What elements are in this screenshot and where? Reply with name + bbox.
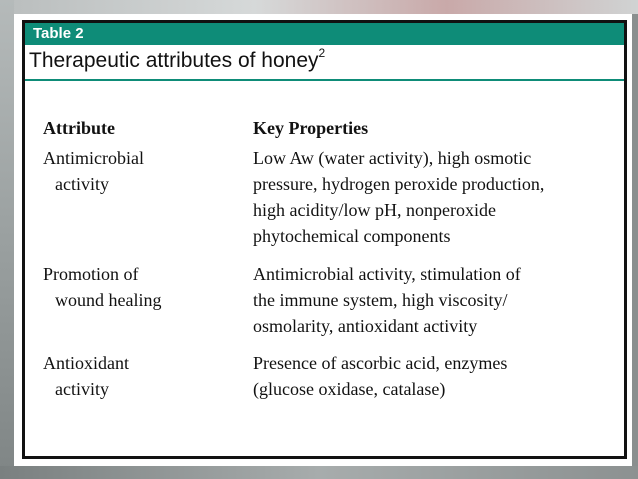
row-3-attribute-line-1: Antioxidant <box>43 353 129 373</box>
table-title-superscript: 2 <box>318 46 326 60</box>
background-top-strip <box>0 0 638 14</box>
header-key-properties: Key Properties <box>253 118 369 138</box>
row-1-property-line-2: pressure, hydrogen peroxide production, <box>253 174 545 194</box>
row-3-properties <box>253 350 623 402</box>
row-1-attribute <box>43 145 243 197</box>
table-label: Table 2 <box>25 23 624 45</box>
table-title-text: Therapeutic attributes of honey <box>29 49 319 72</box>
background-bottom-strip <box>0 466 638 479</box>
row-2-attribute <box>43 261 243 313</box>
row-1-property-line-1: Low Aw (water activity), high osmotic <box>253 148 532 168</box>
table-frame <box>22 20 627 459</box>
row-1-property-line-3: high acidity/low pH, nonperoxide <box>253 200 496 220</box>
title-rule <box>25 79 624 81</box>
row-2-attribute-line-2: wound healing <box>55 290 162 310</box>
row-2-property-line-3: osmolarity, antioxidant activity <box>253 316 478 336</box>
row-1-property-line-4: phytochemical components <box>253 226 451 246</box>
row-2-attribute-line-1: Promotion of <box>43 264 139 284</box>
row-2-property-line-2: the immune system, high viscosity/ <box>253 290 508 310</box>
row-3-attribute-line-2: activity <box>55 379 109 399</box>
row-3-property-line-1: Presence of ascorbic acid, enzymes <box>253 353 508 373</box>
row-2-property-line-1: Antimicrobial activity, stimulation of <box>253 264 521 284</box>
background-left-strip <box>0 0 14 479</box>
row-3-attribute <box>43 350 243 402</box>
row-1-attribute-line-2: activity <box>55 174 109 194</box>
row-2-properties <box>253 261 623 339</box>
row-1-attribute-line-1: Antimicrobial <box>43 148 144 168</box>
header-attribute: Attribute <box>43 118 115 138</box>
row-3-property-line-2: (glucose oxidase, catalase) <box>253 379 446 399</box>
table-title <box>29 48 325 73</box>
row-1-properties <box>253 145 623 249</box>
